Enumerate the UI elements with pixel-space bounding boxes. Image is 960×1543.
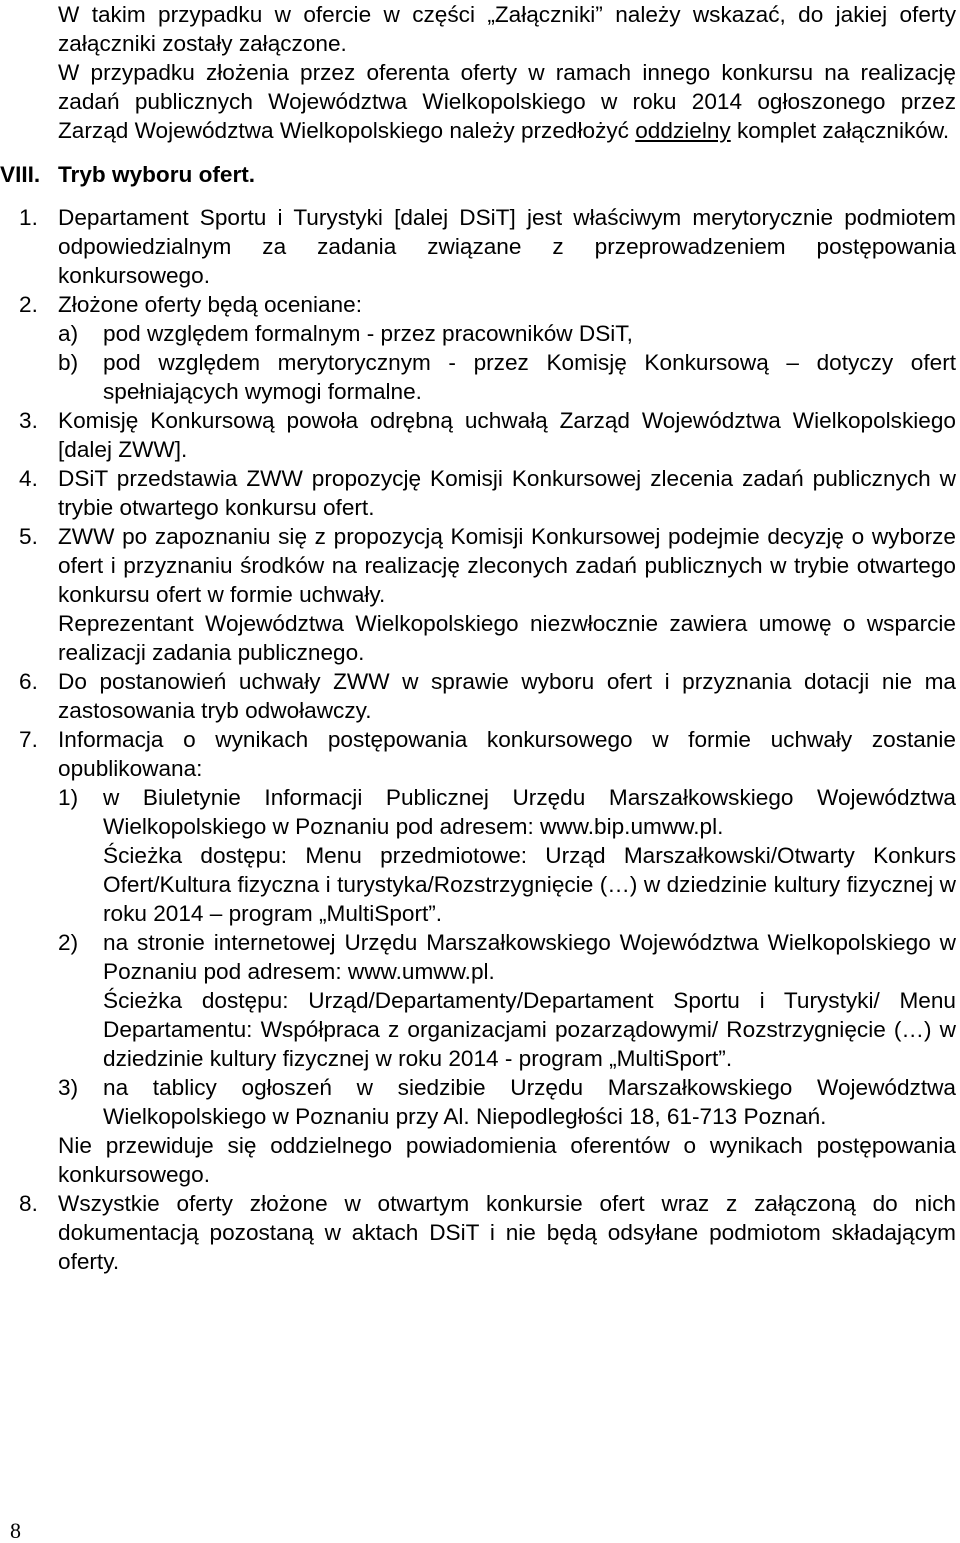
sub-item-text: na tablicy ogłoszeń w siedzibie Urzędu Marszałkowskiego Województwa Wielkopolskiego w Poznaniu przy Al. Niepodległości 18, 61-713 Poznań. [103, 1075, 956, 1129]
item-text: Informacja o wynikach postępowania konkursowego w formie uchwały zostanie opublikowana: [58, 727, 956, 781]
item-text: Złożone oferty będą oceniane: [58, 292, 362, 317]
item-number: 5. [19, 524, 38, 549]
intro-paragraph-2 [58, 58, 956, 145]
item-number: 4. [19, 466, 38, 491]
item-text-continued: Reprezentant Województwa Wielkopolskiego niezwłocznie zawiera umowę o wsparcie realizacji zadania publicznego. [58, 611, 956, 665]
item-text: Komisję Konkursową powoła odrębną uchwałą Zarząd Województwa Wielkopolskiego [dalej ZWW]. [58, 408, 956, 462]
item-text-continued: Nie przewiduje się oddzielnego powiadomienia oferentów o wynikach postępowania konkursowego. [58, 1133, 956, 1187]
sub-item-text: pod względem formalnym - przez pracowników DSiT, [103, 321, 633, 346]
sub-item-label: 2) [58, 930, 79, 955]
sub-item-label: 3) [58, 1075, 79, 1100]
item-number: 3. [19, 408, 38, 433]
section-number: VIII. [0, 162, 41, 187]
page-number: 8 [10, 1518, 21, 1543]
list-item [19, 464, 956, 522]
sub-item-label: b) [58, 350, 79, 375]
item-text: Departament Sportu i Turystyki [dalej DSiT] jest właściwym merytorycznie podmiotem odpowiedzialnym za zadania związane z przeprowadzeniem postępowania konkursowego. [58, 205, 956, 288]
list-item [19, 1189, 956, 1276]
underlined-word: oddzielny [635, 118, 731, 143]
list-item [19, 667, 956, 725]
section-title: Tryb wyboru ofert. [58, 162, 256, 187]
section-heading [0, 160, 956, 189]
item-number: 7. [19, 727, 38, 752]
intro-paragraph-1: W takim przypadku w ofercie w części „Załączniki” należy wskazać, do jakiej oferty załączniki zostały załączone. [58, 2, 956, 56]
sub-item-text: pod względem merytorycznym - przez Komisję Konkursową – dotyczy ofert spełniających wymogi formalne. [103, 350, 956, 404]
intro-text-end: komplet załączników. [730, 118, 950, 143]
list-item [19, 522, 956, 667]
sub-item [58, 928, 956, 1073]
item-number: 2. [19, 292, 38, 317]
sub-item [58, 783, 956, 928]
item-number: 6. [19, 669, 38, 694]
sub-item [58, 348, 956, 406]
sub-item [58, 319, 956, 348]
list-item [19, 725, 956, 1189]
sub-item-text: w Biuletynie Informacji Publicznej Urzędu Marszałkowskiego Województwa Wielkopolskiego w Poznaniu pod adresem: www.bip.umww.pl. [103, 785, 956, 839]
item-text: Do postanowień uchwały ZWW w sprawie wyboru ofert i przyznania dotacji nie ma zastosowania tryb odwoławczy. [58, 669, 956, 723]
item-number: 1. [19, 205, 38, 230]
sub-item [58, 1073, 956, 1131]
list-item [19, 290, 956, 406]
item-number: 8. [19, 1191, 38, 1216]
access-path: Ścieżka dostępu: Urząd/Departamenty/Departament Sportu i Turystyki/ Menu Departamentu: Współpraca z organizacjami pozarządowymi/ Rozstrzygnięcie (…) w dziedzinie kultury fizycznej w roku 2014 - program „MultiSport”. [103, 988, 956, 1071]
sub-item-label: a) [58, 321, 79, 346]
sub-item-label: 1) [58, 785, 79, 810]
list-item [19, 406, 956, 464]
item-text: Wszystkie oferty złożone w otwartym konkursie ofert wraz z załączoną do nich dokumentacją pozostaną w aktach DSiT i nie będą odsyłane podmiotom składającym oferty. [58, 1191, 956, 1274]
list-item [19, 203, 956, 290]
access-path: Ścieżka dostępu: Menu przedmiotowe: Urząd Marszałkowski/Otwarty Konkurs Ofert/Kultura fizyczna i turystyka/Rozstrzygnięcie (…) w dziedzinie kultury fizycznej w roku 2014 – program „MultiSport”. [103, 843, 956, 926]
intro-text: W przypadku złożenia przez oferenta oferty w ramach innego konkursu na realizację zadań publicznych Województwa Wielkopolskiego w roku 2014 ogłoszonego przez Zarząd Województwa Wielkopolskiego należy przedłożyć [58, 60, 956, 143]
item-text: ZWW po zapoznaniu się z propozycją Komisji Konkursowej podejmie decyzję o wyborze ofert i przyznaniu środków na realizację zleconych zadań publicznych w trybie otwartego konkursu ofert w formie uchwały. [58, 524, 956, 607]
sub-item-text: na stronie internetowej Urzędu Marszałkowskiego Województwa Wielkopolskiego w Poznaniu pod adresem: www.umww.pl. [103, 930, 956, 984]
item-text: DSiT przedstawia ZWW propozycję Komisji Konkursowej zlecenia zadań publicznych w trybie otwartego konkursu ofert. [58, 466, 956, 520]
